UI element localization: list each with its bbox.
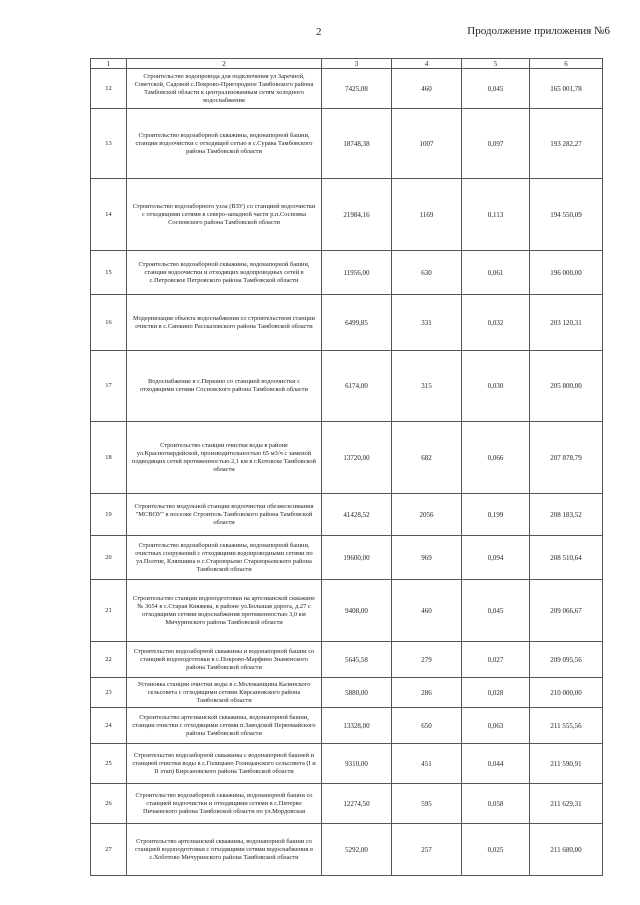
table-row [91, 422, 603, 494]
table-row [91, 494, 603, 536]
column-header: 4 [392, 59, 462, 69]
value-col3: 12274,50 [322, 784, 392, 824]
value-col4: 451 [392, 744, 462, 784]
column-header: 6 [530, 59, 603, 69]
value-col3: 6174,00 [322, 351, 392, 422]
object-description: Строительство водозаборной скважины с водонапорной башней и станцией очистки воды в с.Голицыно Голицынского сельсовета (I и II этап) Кирсановского района Тамбовской области [127, 744, 322, 784]
column-header: 3 [322, 59, 392, 69]
table-row [91, 642, 603, 678]
object-description: Модернизация объекта водоснабжения со строительством станции очистки в с.Саюкино Рассказовского района Тамбовской области [127, 295, 322, 351]
value-col4: 2056 [392, 494, 462, 536]
value-col4: 650 [392, 708, 462, 744]
table-row [91, 824, 603, 876]
value-col5: 0,058 [462, 784, 530, 824]
row-number: 14 [91, 179, 127, 251]
value-col5: 0,032 [462, 295, 530, 351]
value-col6: 210 000,00 [530, 678, 603, 708]
value-col3: 6499,85 [322, 295, 392, 351]
value-col6: 211 555,56 [530, 708, 603, 744]
row-number: 12 [91, 69, 127, 109]
row-number: 27 [91, 824, 127, 876]
value-col5: 0,028 [462, 678, 530, 708]
value-col5: 0,061 [462, 251, 530, 295]
table-row [91, 251, 603, 295]
value-col4: 630 [392, 251, 462, 295]
row-number: 22 [91, 642, 127, 678]
value-col5: 0,044 [462, 744, 530, 784]
table-row [91, 744, 603, 784]
value-col6: 203 120,31 [530, 295, 603, 351]
value-col4: 460 [392, 580, 462, 642]
row-number: 20 [91, 536, 127, 580]
value-col6: 196 000,00 [530, 251, 603, 295]
object-description: Установка станции очистки воды в с.Молоканщина Калинского сельсовета с отходящими сетями Кирсановского района Тамбовской области [127, 678, 322, 708]
value-col5: 0,063 [462, 708, 530, 744]
value-col6: 207 878,79 [530, 422, 603, 494]
value-col5: 0,199 [462, 494, 530, 536]
table-row [91, 109, 603, 179]
value-col3: 19600,00 [322, 536, 392, 580]
value-col4: 1007 [392, 109, 462, 179]
value-col5: 0,113 [462, 179, 530, 251]
value-col4: 257 [392, 824, 462, 876]
page-number: 2 [316, 26, 322, 38]
column-header: 1 [91, 59, 127, 69]
table-row [91, 351, 603, 422]
value-col3: 11956,00 [322, 251, 392, 295]
table-row [91, 179, 603, 251]
value-col4: 460 [392, 69, 462, 109]
value-col6: 193 282,27 [530, 109, 603, 179]
value-col3: 13328,00 [322, 708, 392, 744]
row-number: 25 [91, 744, 127, 784]
header-row [91, 59, 603, 69]
value-col5: 0,097 [462, 109, 530, 179]
value-col6: 211 590,91 [530, 744, 603, 784]
value-col3: 5880,00 [322, 678, 392, 708]
value-col3: 13720,00 [322, 422, 392, 494]
value-col3: 9408,00 [322, 580, 392, 642]
table-row [91, 580, 603, 642]
value-col4: 331 [392, 295, 462, 351]
value-col4: 279 [392, 642, 462, 678]
table-row [91, 784, 603, 824]
value-col6: 194 550,09 [530, 179, 603, 251]
row-number: 21 [91, 580, 127, 642]
value-col3: 41428,52 [322, 494, 392, 536]
value-col5: 0,045 [462, 580, 530, 642]
object-description: Строительство модульной станции водоочистки обезжелезивания "МСВОУ" в поселке Строитель Тамбовского района Тамбовской области [127, 494, 322, 536]
table-row [91, 678, 603, 708]
value-col5: 0,094 [462, 536, 530, 580]
row-number: 17 [91, 351, 127, 422]
row-number: 16 [91, 295, 127, 351]
row-number: 18 [91, 422, 127, 494]
value-col3: 5645,58 [322, 642, 392, 678]
value-col5: 0,025 [462, 824, 530, 876]
object-description: Строительство станции водоподготовки на артезианской скважине № 3654 в с.Старая Княжева, в районе ул.Большая дорога, д.27 с отходящими сетями водоснабжения протяженностью 3,0 км Мичуринского района Тамбовской области [127, 580, 322, 642]
object-description: Строительство водозаборной скважины, водонапорной башни со станцией водоочистки и отходящими сетями в с.Питерво Пичаевского района Тамбовской области по ул.Мордовская [127, 784, 322, 824]
value-col5: 0,066 [462, 422, 530, 494]
object-description: Строительство станции очистки воды в районе ул.Красногвардейской, производительностью 65 м3/ч с заменой подводящих сетей протяженностью 2,1 км в г.Котовске Тамбовской области [127, 422, 322, 494]
value-col6: 211 680,00 [530, 824, 603, 876]
table-row [91, 536, 603, 580]
value-col6: 208 510,64 [530, 536, 603, 580]
value-col6: 208 183,52 [530, 494, 603, 536]
value-col4: 315 [392, 351, 462, 422]
object-description: Водоснабжение в с.Перкино со станцией водоочистки с отходящими сетями Сосновского района Тамбовской области [127, 351, 322, 422]
value-col5: 0,027 [462, 642, 530, 678]
object-description: Строительство водозаборной скважины и водонапорной башни со станцией водоподготовки в с.Покрово-Марфино Знаменского района Тамбовской области [127, 642, 322, 678]
value-col4: 286 [392, 678, 462, 708]
object-description: Строительство артезианской скважины, водонапорной башни со станцией водоподготовки с отходящими сетями водоснабжения в с.Хоботово Мичуринского района Тамбовской области [127, 824, 322, 876]
value-col3: 5292,00 [322, 824, 392, 876]
row-number: 24 [91, 708, 127, 744]
value-col5: 0,030 [462, 351, 530, 422]
value-col6: 209 066,67 [530, 580, 603, 642]
page-subtitle: Продолжение приложения №6 [467, 25, 610, 37]
object-description: Строительство артезианской скважины, водонапорной башни, станции очистки с отходящими сетями п.Заводской Первомайского района Тамбовской области [127, 708, 322, 744]
data-table [90, 58, 603, 876]
table-row [91, 295, 603, 351]
value-col6: 205 800,00 [530, 351, 603, 422]
object-description: Строительство водозаборной скважины, водонапорной башни, станции водоочистки и отходящих водопроводных сетей в с.Петровское Петровского района Тамбовской области [127, 251, 322, 295]
column-header: 2 [127, 59, 322, 69]
object-description: Строительство водозаборного узла (ВЗУ) со станцией водоочистки с отходящими сетями в северо-западной части р.п.Сосновка Сосновского района Тамбовской области [127, 179, 322, 251]
value-col3: 7425,08 [322, 69, 392, 109]
row-number: 13 [91, 109, 127, 179]
value-col4: 1169 [392, 179, 462, 251]
value-col3: 9310,00 [322, 744, 392, 784]
value-col6: 165 001,78 [530, 69, 603, 109]
value-col3: 21984,16 [322, 179, 392, 251]
value-col6: 211 629,31 [530, 784, 603, 824]
object-description: Строительство водопровода для подключения ул Заречной, Советской, Садовой с.Покрово-Пригородное Тамбовского района Тамбовской области к централизованным сетям холодного водоснабжения [127, 69, 322, 109]
value-col4: 595 [392, 784, 462, 824]
row-number: 19 [91, 494, 127, 536]
table-row [91, 69, 603, 109]
value-col6: 209 095,56 [530, 642, 603, 678]
object-description: Строительство водозаборной скважины, водонапорной башни, очистных сооружений с отходящими водопроводными сетями по ул.Полтие, Кляпшина в с.Староюрьево Староюрьевского района Тамбовской области [127, 536, 322, 580]
row-number: 23 [91, 678, 127, 708]
object-description: Строительство водозаборной скважины, водонапорной башни, станции водоочистки с отходящей сетью в с.Сурава Тамбовского района Тамбовской области [127, 109, 322, 179]
value-col3: 18748,38 [322, 109, 392, 179]
table-row [91, 708, 603, 744]
row-number: 26 [91, 784, 127, 824]
value-col4: 969 [392, 536, 462, 580]
column-header: 5 [462, 59, 530, 69]
row-number: 15 [91, 251, 127, 295]
value-col4: 682 [392, 422, 462, 494]
value-col5: 0,045 [462, 69, 530, 109]
